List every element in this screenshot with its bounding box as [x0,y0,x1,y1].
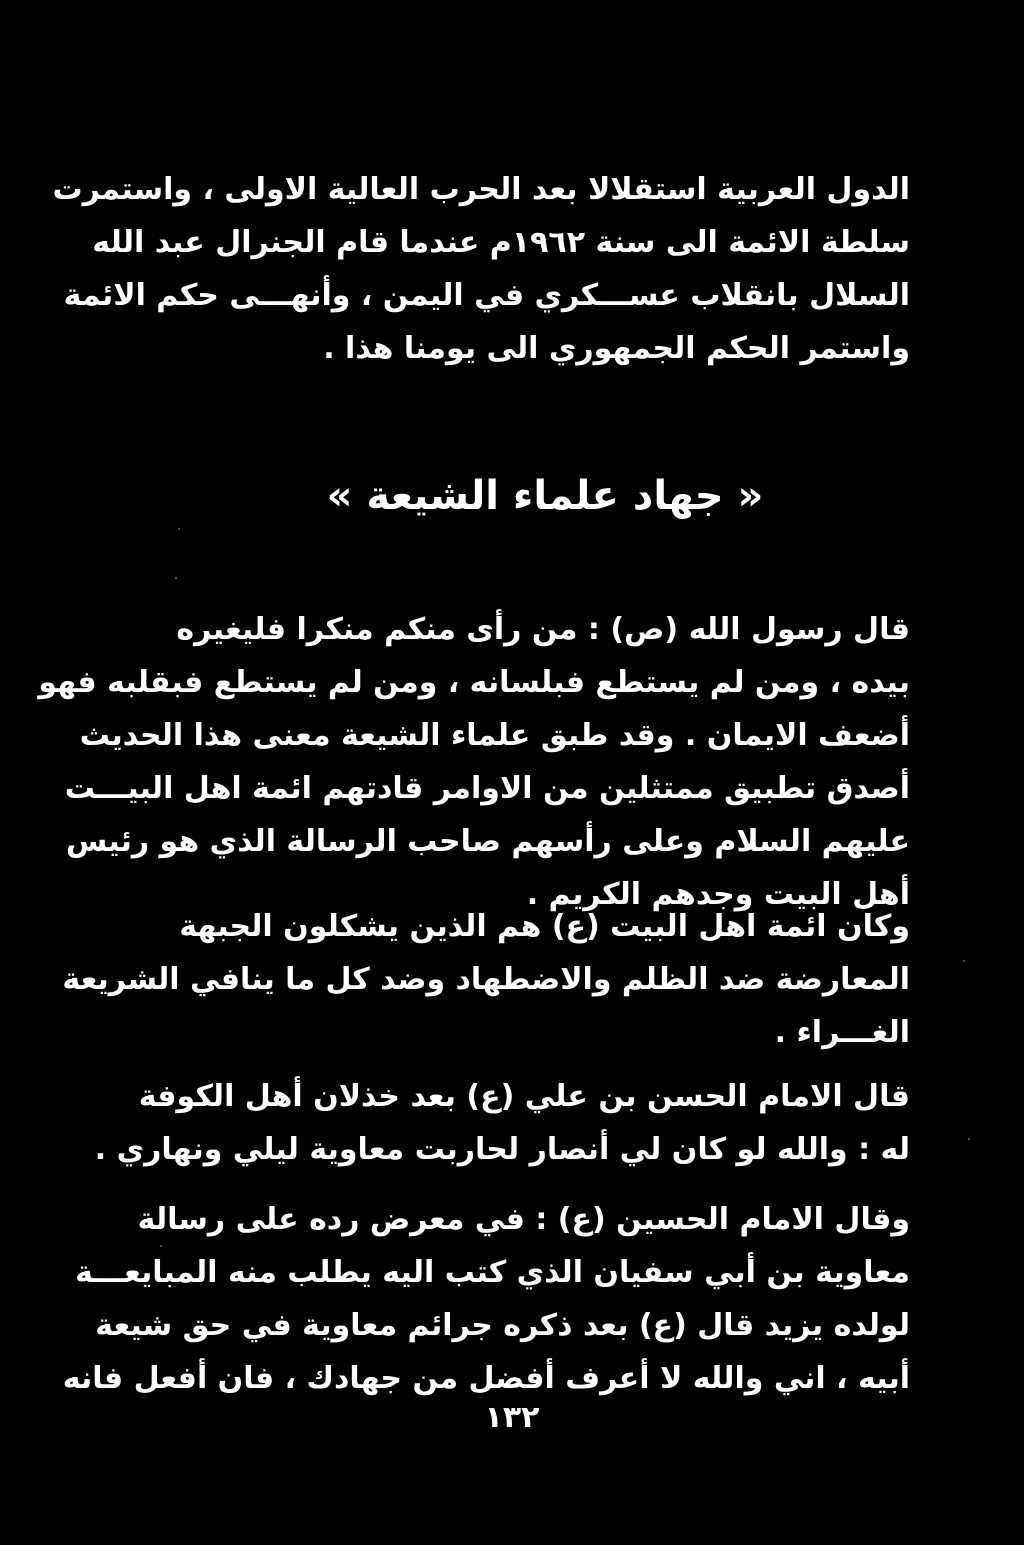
text-line: قال الامام الحسن بن علي (ع) بعد خذلان أهل الكوفة [138,1079,910,1114]
scan-speck [178,528,180,530]
scan-speck [963,960,965,962]
page-number: ١٣٢ [484,1400,540,1435]
paragraph-hasan [94,1070,910,1176]
text-line: الدول العربية استقلالا بعد الحرب العالية الاولى ، واستمرت [52,172,910,207]
text-line: سلطة الائمة الى سنة ١٩٦٢م عندما قام الجنرال عبد الله [92,225,910,260]
text-line: وكان ائمة اهل البيت (ع) هم الذين يشكلون الجبهة [179,909,910,944]
paragraph-intro [52,163,910,375]
scan-speck [175,577,177,579]
text-line: وقال الامام الحسين (ع) : في معرض رده على رسالة [137,1202,910,1237]
scan-speck [160,1245,162,1247]
text-line: الغـــراء . [774,1015,910,1050]
text-line: معاوية بن أبي سفيان الذي كتب اليه يطلب منه المبايعـــة [75,1255,910,1290]
text-line: عليهم السلام وعلى رأسهم صاحب الرسالة الذي هو رئيس [65,824,910,859]
text-line: قال رسول الله (ص) : من رأى منكم منكرا فليغيره [176,612,910,647]
paragraph-husayn [62,1193,910,1405]
text-line: أصدق تطبيق ممتثلين من الاوامر قادتهم ائمة اهل البيـــت [64,771,910,806]
section-heading: « جهاد علماء الشيعة » [326,473,764,519]
text-line: بيده ، ومن لم يستطع فبلسانه ، ومن لم يستطع فبقلبه فهو [38,665,910,700]
scan-speck [968,1138,970,1140]
text-line: أضعف الايمان . وقد طبق علماء الشيعة معنى هذا الحديث [79,718,910,753]
text-line: السلال بانقلاب عســـكري في اليمن ، وأنهـــى حكم الائمة [63,278,910,313]
text-line: أهل البيت وجدهم الكريم . [526,877,910,912]
text-line: له : والله لو كان لي أنصار لحاربت معاوية ليلي ونهاري . [94,1132,910,1167]
paragraph-hadith [38,603,910,921]
text-line: واستمر الحكم الجمهوري الى يومنا هذا . [323,331,910,366]
text-line: لولده يزيد قال (ع) بعد ذكره جرائم معاوية في حق شيعة [95,1308,910,1343]
text-line: أبيه ، اني والله لا أعرف أفضل من جهادك ، فان أفعل فانه [62,1361,910,1396]
text-line: المعارضة ضد الظلم والاضطهاد وضد كل ما ينافي الشريعة [62,962,910,997]
paragraph-imams [62,900,910,1059]
